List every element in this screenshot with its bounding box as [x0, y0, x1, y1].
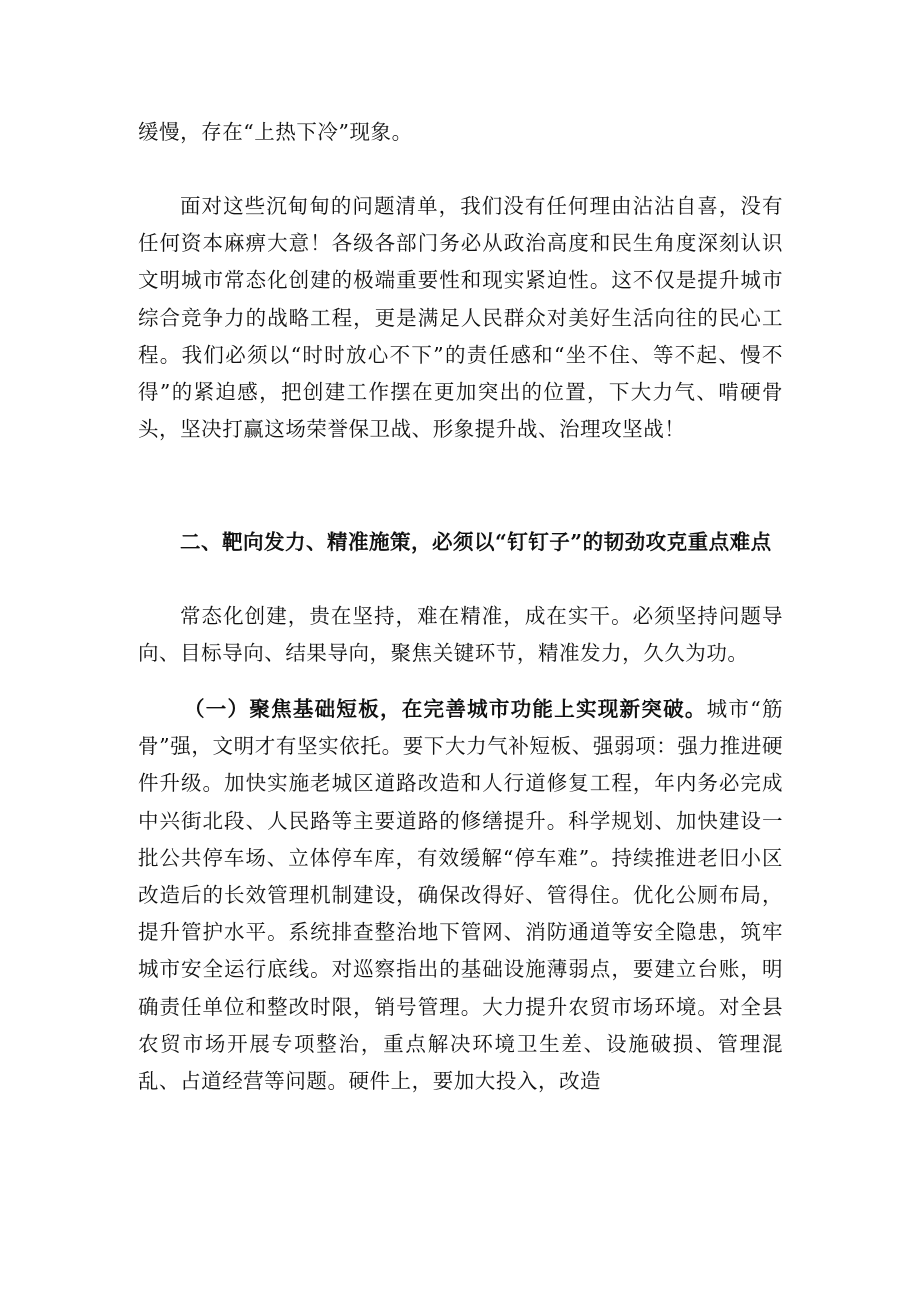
- paragraph-continuation: 缓慢，存在“上热下冷”现象。: [138, 120, 413, 144]
- section-heading-two: 二、靶向发力、精准施策，必须以“钉钉子”的韧劲攻克重点难点: [180, 530, 772, 554]
- subsection-one-body: 城市“筋骨”强，文明才有坚实依托。要下大力气补短板、强弱项：强力推进硬件升级。加快实施老城区道路改造和人行道修复工程，年内务必完成中兴街北段、人民路等主要道路的修缮提升。科学规划、加快建设一批公共停车场、立体停车库，有效缓解“停车难”。持续推进老旧小区改造后的长效管理机制建设，确保改得好、管得住。优化公厕布局，提升管护水平。系统排查整治地下管网、消防通道等安全隐患，筑牢城市安全运行底线。对巡察指出的基础设施薄弱点，要建立台账，明确责任单位和整改时限，销号管理。大力提升农贸市场环境。对全县农贸市场开展专项整治，重点解决环境卫生差、设施破损、管理混乱、占道经营等问题。硬件上，要加大投入，改造: [138, 697, 783, 1094]
- paragraph-section-intro: 常态化创建，贵在坚持，难在精准，成在实干。必须坚持问题导向、目标导向、结果导向，聚焦关键环节，精准发力，久久为功。: [138, 604, 783, 666]
- paragraph-subsection-one: [138, 691, 783, 1100]
- subsection-one-lead: （一）聚焦基础短板，在完善城市功能上实现新突破。: [184, 697, 707, 721]
- paragraph-problem-list: 面对这些沉甸甸的问题清单，我们没有任何理由沾沾自喜，没有任何资本麻痹大意！各级各部门务必从政治高度和民生角度深刻认识文明城市常态化创建的极端重要性和现实紧迫性。这不仅是提升城市综合竞争力的战略工程，更是满足人民群众对美好生活向往的民心工程。我们必须以“时时放心不下”的责任感和“坐不住、等不起、慢不得”的紧迫感，把创建工作摆在更加突出的位置，下大力气、啃硬骨头，坚决打赢这场荣誉保卫战、形象提升战、治理攻坚战！: [138, 194, 783, 442]
